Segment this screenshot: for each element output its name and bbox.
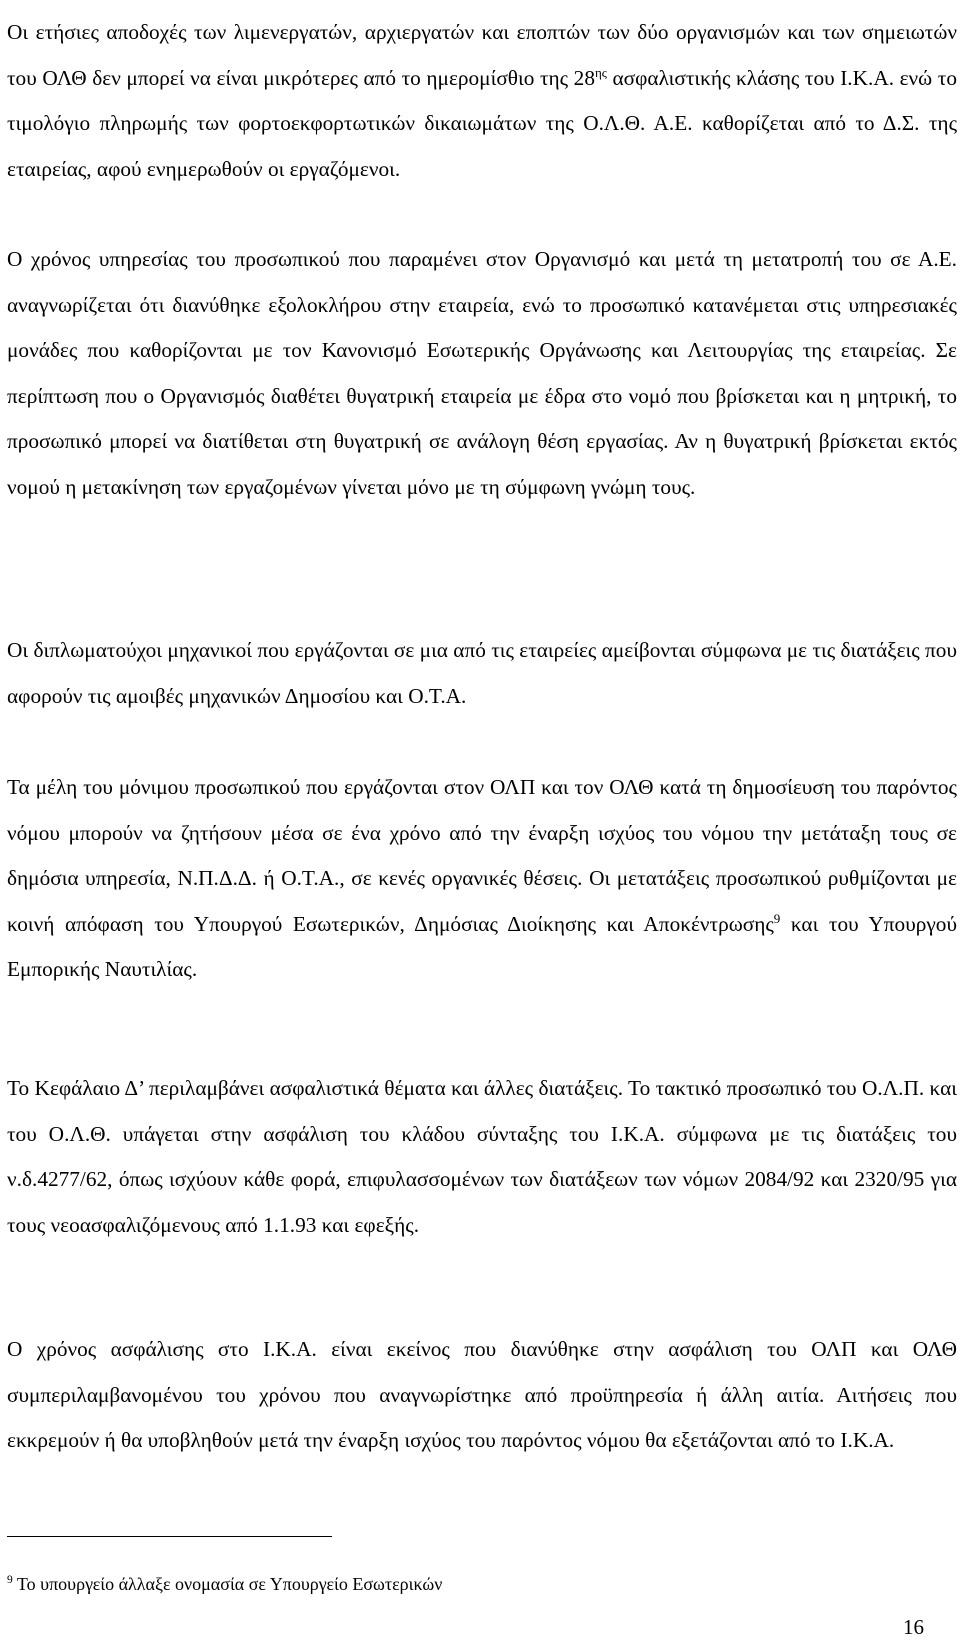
footnote-marker: 9	[7, 1574, 13, 1586]
paragraph-transfers-text-start: Τα μέλη του μόνιμου προσωπικού που εργάζονται στον ΟΛΠ και τον ΟΛΘ κατά τη δημοσίευση του παρόντος νόμου μπορούν να ζητήσουν μέσα σε ένα χρόνο από την έναρξη ισχύος του νόμου την μετάταξη τους σε δημόσια υπηρεσία, Ν.Π.Δ.Δ. ή Ο.Τ.Α., σε κενές οργανικές θέσεις. Οι μετατάξεις προσωπικού ρυθμίζονται με κοινή απόφαση του Υπουργού Εσωτερικών, Δημόσιας Διοίκησης και Αποκέντρωσης	[7, 775, 957, 936]
paragraph-service-time: Ο χρόνος υπηρεσίας του προσωπικού που παραμένει στον Οργανισμό και μετά τη μετατροπή του σε Α.Ε. αναγνωρίζεται ότι διανύθηκε εξολοκλήρου στην εταιρεία, ενώ το προσωπικό κατανέμεται στις υπηρεσιακές μονάδες που καθορίζονται με τον Κανονισμό Εσωτερικής Οργάνωσης και Λειτουργίας της εταιρείας. Σε περίπτωση που ο Οργανισμός διαθέτει θυγατρική εταιρεία με έδρα στο νομό που βρίσκεται και η μητρική, το προσωπικό μπορεί να διατίθεται στη θυγατρική σε ανάλογη θέση εργασίας. Αν η θυγατρική βρίσκεται εκτός νομού η μετακίνηση των εργαζομένων γίνεται μόνο με τη σύμφωνη γνώμη τους.	[7, 247, 957, 499]
paragraph-engineers: Οι διπλωματούχοι μηχανικοί που εργάζονται σε μια από τις εταιρείες αμείβονται σύμφωνα με τις διατάξεις που αφορούν τις αμοιβές μηχανικών Δημοσίου και Ο.Τ.Α.	[7, 638, 957, 708]
paragraph-wages-text-start: Οι ετήσιες αποδοχές των λιμενεργατών, αρχιεργατών και εποπτών των δύο οργανισμών και των σημειωτών του ΟΛΘ δεν μπορεί να είναι μικρότερες από το ημερομίσθιο της 28	[7, 20, 957, 90]
ordinal-superscript: ης	[594, 64, 607, 80]
paragraph-chapter-d: Το Κεφάλαιο Δ’ περιλαμβάνει ασφαλιστικά θέματα και άλλες διατάξεις. Το τακτικό προσωπικό του Ο.Λ.Π. και του Ο.Λ.Θ. υπάγεται στην ασφάλιση του κλάδου σύνταξης του Ι.Κ.Α. σύμφωνα με τις διατάξεις του ν.δ.4277/62, όπως ισχύουν κάθε φορά, επιφυλασσομένων των διατάξεων των νόμων 2084/92 και 2320/95 για τους νεοασφαλιζόμενους από 1.1.93 και εφεξής.	[7, 1076, 957, 1237]
footnote-reference[interactable]: 9	[773, 910, 781, 926]
paragraph-transfers-text-end: και του Υπουργού Εμπορικής Ναυτιλίας.	[7, 911, 957, 981]
paragraph-wages	[7, 10, 957, 192]
footnote-separator	[7, 1536, 332, 1537]
page-number: 16	[903, 1615, 924, 1639]
paragraph-transfers	[7, 765, 957, 993]
footnote	[7, 1572, 442, 1596]
paragraph-wages-text-end: ασφαλιστικής κλάσης του Ι.Κ.Α. ενώ το τιμολόγιο πληρωμής των φορτοεκφορτωτικών δικαιωμάτων της Ο.Λ.Θ. Α.Ε. καθορίζεται από το Δ.Σ. της εταιρείας, αφού ενημερωθούν οι εργαζόμενοι.	[7, 65, 957, 181]
footnote-text: Το υπουργείο άλλαξε ονομασία σε Υπουργείο Εσωτερικών	[12, 1574, 443, 1594]
paragraph-insurance-time: Ο χρόνος ασφάλισης στο Ι.Κ.Α. είναι εκείνος που διανύθηκε στην ασφάλιση του ΟΛΠ και ΟΛΘ συμπεριλαμβανομένου του χρόνου που αναγνωρίστηκε από προϋπηρεσία ή άλλη αιτία. Αιτήσεις που εκκρεμούν ή θα υποβληθούν μετά την έναρξη ισχύος του παρόντος νόμου θα εξετάζονται από το Ι.Κ.Α.	[7, 1337, 957, 1452]
